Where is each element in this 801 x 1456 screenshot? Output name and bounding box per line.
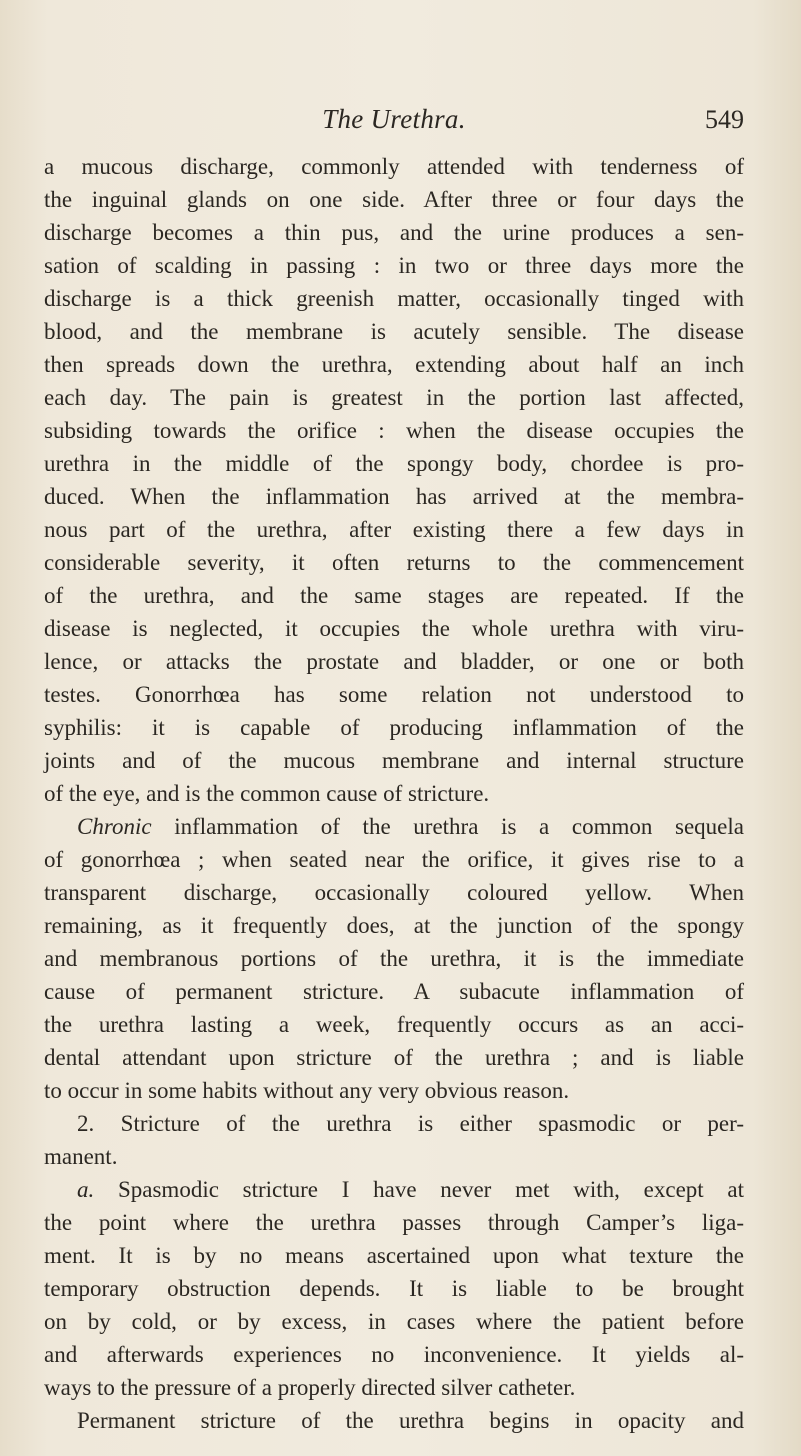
line-text: a mucous discharge, commonly attended with tenderness of [44, 154, 744, 179]
text-line [44, 1305, 744, 1338]
text-line [44, 975, 744, 1008]
line-text: considerable severity, it often returns to the commencement [44, 550, 744, 575]
line-text: nous part of the urethra, after existing there a few days in [44, 517, 744, 542]
text-line [44, 183, 744, 216]
text-line [44, 1173, 744, 1206]
text-line [44, 876, 744, 909]
line-text: urethra in the middle of the spongy body, chordee is pro- [44, 451, 744, 476]
text-line [44, 1074, 744, 1107]
line-text: ways to the pressure of a properly directed silver catheter. [44, 1375, 576, 1400]
line-text: of the urethra, and the same stages are repeated. If the [44, 583, 744, 608]
line-text: each day. The pain is greatest in the portion last affected, [44, 385, 744, 410]
line-text: duced. When the inflammation has arrived at the membra- [44, 484, 744, 509]
line-text: the point where the urethra passes through Camper’s liga- [44, 1210, 744, 1235]
text-line [44, 744, 744, 777]
text-line [44, 1008, 744, 1041]
line-text: remaining, as it frequently does, at the junction of the spongy [44, 913, 744, 938]
line-text: Spasmodic stricture I have never met with, except at [94, 1177, 744, 1202]
text-line [44, 1239, 744, 1272]
line-text: on by cold, or by excess, in cases where the patient before [44, 1309, 744, 1334]
line-text: lence, or attacks the prostate and bladder, or one or both [44, 649, 744, 674]
page-number: 549 [705, 105, 744, 134]
line-text: transparent discharge, occasionally coloured yellow. When [44, 880, 744, 905]
line-text: discharge becomes a thin pus, and the urine produces a sen- [44, 220, 744, 245]
line-text: disease is neglected, it occupies the whole urethra with viru- [44, 616, 744, 641]
text-line [44, 414, 744, 447]
line-text: of the eye, and is the common cause of stricture. [44, 781, 490, 806]
text-line [44, 711, 744, 744]
text-line [44, 447, 744, 480]
text-line [44, 909, 744, 942]
page-header [44, 104, 744, 138]
text-line [44, 282, 744, 315]
line-text: of gonorrhœa ; when seated near the orifice, it gives rise to a [44, 847, 744, 872]
text-line [44, 678, 744, 711]
line-text: manent. [44, 1144, 118, 1169]
line-text: subsiding towards the orifice : when the disease occupies the [44, 418, 744, 443]
line-text: temporary obstruction depends. It is liable to be brought [44, 1276, 744, 1301]
text-line [44, 1371, 744, 1404]
line-text: 2. Stricture of the urethra is either spasmodic or per- [77, 1111, 744, 1136]
text-line [44, 480, 744, 513]
text-line [44, 942, 744, 975]
line-text: sation of scalding in passing : in two or three days more the [44, 253, 744, 278]
line-text: Permanent stricture of the urethra begins in opacity and [77, 1408, 744, 1433]
line-text: cause of permanent stricture. A subacute inflammation of [44, 979, 744, 1004]
line-text: the urethra lasting a week, frequently occurs as an acci- [44, 1012, 744, 1037]
text-line [44, 1272, 744, 1305]
text-line [44, 546, 744, 579]
line-text: dental attendant upon stricture of the urethra ; and is liable [44, 1045, 744, 1070]
text-line [44, 645, 744, 678]
text-line [44, 513, 744, 546]
text-line [44, 579, 744, 612]
text-line [44, 315, 744, 348]
text-line [44, 843, 744, 876]
line-text: and afterwards experiences no inconvenience. It yields al- [44, 1342, 744, 1367]
text-line [44, 216, 744, 249]
text-line [44, 381, 744, 414]
text-line [44, 777, 744, 810]
text-line [44, 1041, 744, 1074]
text-line [44, 1107, 744, 1140]
line-text: discharge is a thick greenish matter, occasionally tinged with [44, 286, 744, 311]
text-line [44, 1338, 744, 1371]
text-line [44, 1404, 744, 1437]
text-line [44, 150, 744, 183]
italic-word: Chronic [77, 814, 152, 839]
line-text: then spreads down the urethra, extending about half an inch [44, 352, 744, 377]
running-title: The Urethra. [322, 104, 466, 134]
line-text: the inguinal glands on one side. After three or four days the [44, 187, 744, 212]
line-text: joints and of the mucous membrane and internal structure [44, 748, 744, 773]
line-text: testes. Gonorrhœa has some relation not understood to [44, 682, 744, 707]
text-line [44, 1206, 744, 1239]
text-line [44, 249, 744, 282]
line-text: ment. It is by no means ascertained upon what texture the [44, 1243, 744, 1268]
line-text: to occur in some habits without any very obvious reason. [44, 1078, 570, 1103]
text-line [44, 612, 744, 645]
text-line [44, 348, 744, 381]
line-text: inflammation of the urethra is a common sequela [151, 814, 744, 839]
body-text [44, 150, 744, 1437]
text-line [44, 1140, 744, 1173]
line-text: blood, and the membrane is acutely sensible. The disease [44, 319, 744, 344]
line-text: syphilis: it is capable of producing inflammation of the [44, 715, 744, 740]
line-text: and membranous portions of the urethra, it is the immediate [44, 946, 744, 971]
italic-word: a. [77, 1177, 95, 1202]
text-line [44, 810, 744, 843]
